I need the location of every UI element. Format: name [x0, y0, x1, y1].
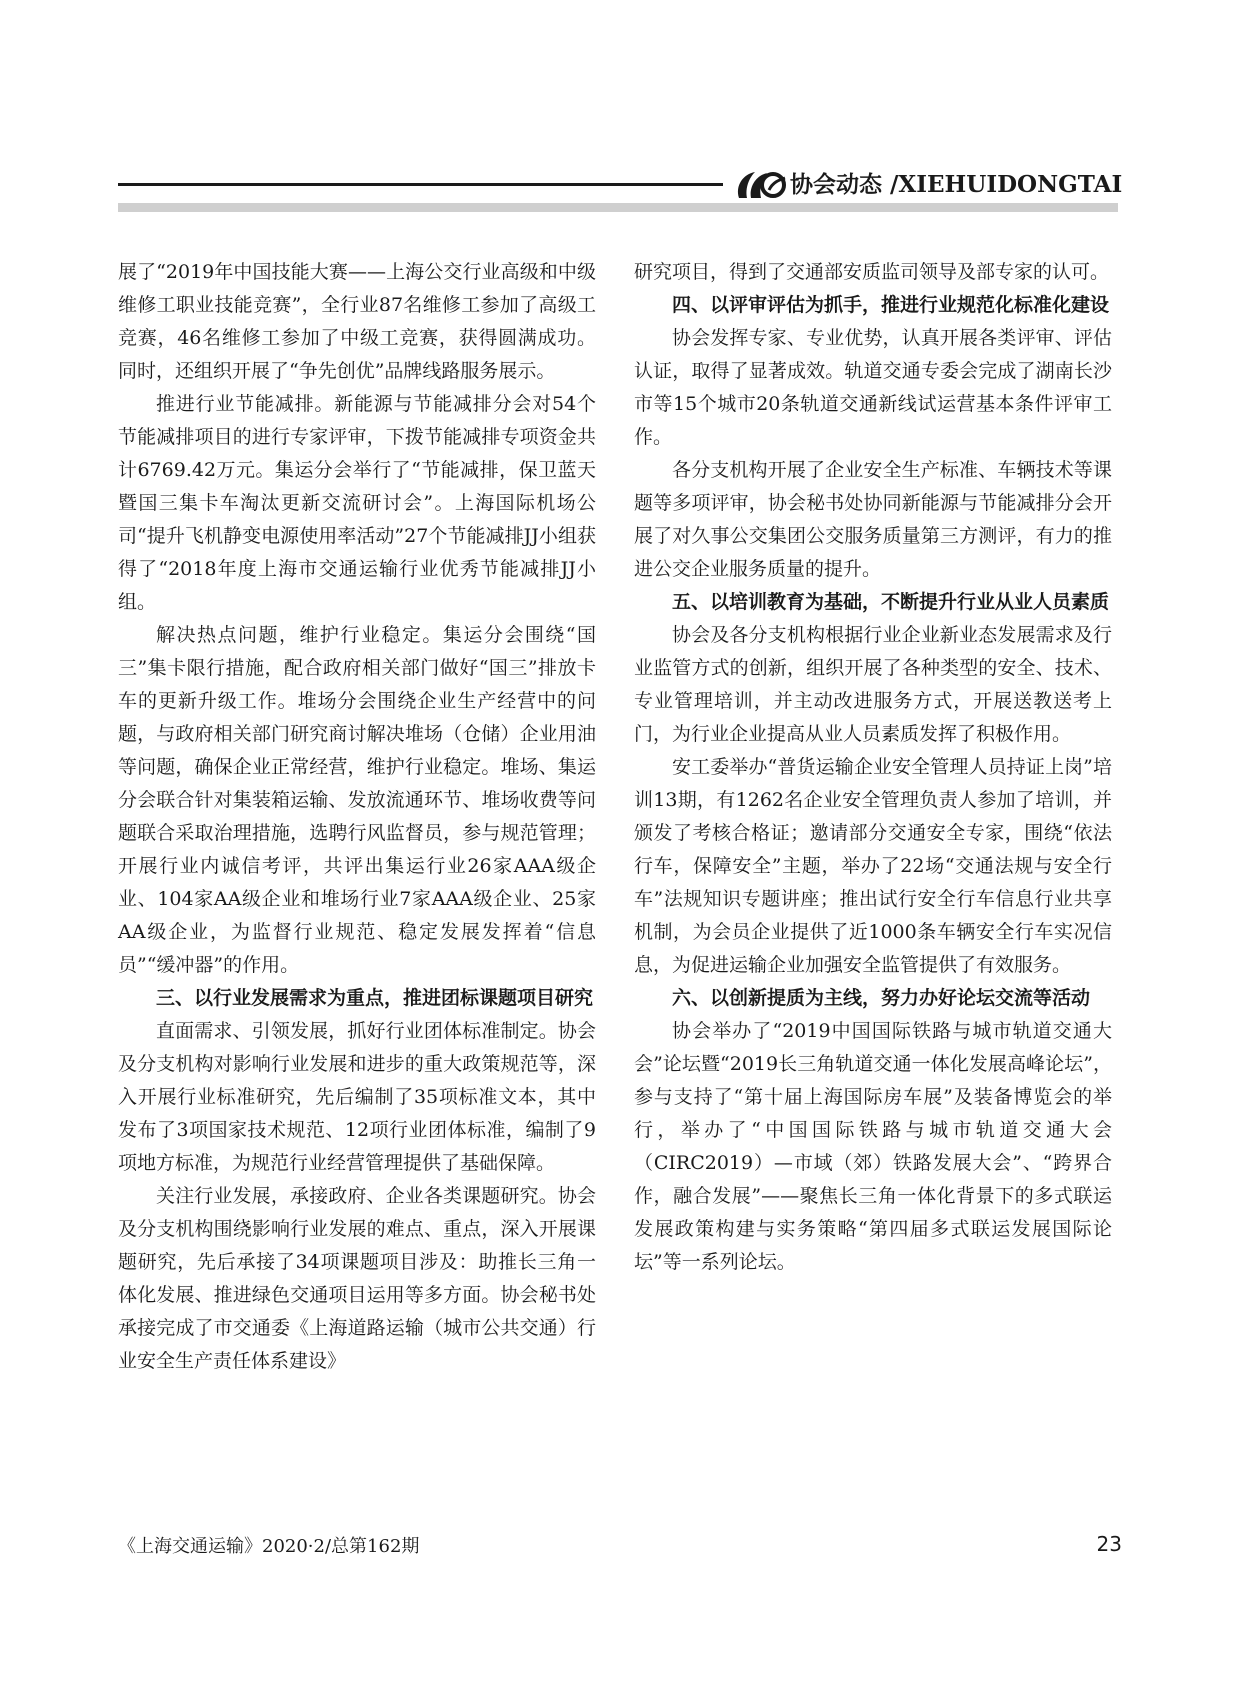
paragraph: 关注行业发展，承接政府、企业各类课题研究。协会及分支机构围绕影响行业发展的难点、重点，深入开展课题研究，先后承接了34项课题项目涉及：助推长三角一体化发展、推进绿色交通项目运用等多方面。协会秘书处承接完成了市交通委《上海道路运输（城市公共交通）行业安全生产责任体系建设》 [118, 1185, 596, 1372]
section-title: 协会动态 /XIEHUIDONGTAI [790, 171, 1123, 198]
paragraph: 解决热点问题，维护行业稳定。集运分会围绕“国三”集卡限行措施，配合政府相关部门做好“国三”排放卡车的更新升级工作。堆场分会围绕企业生产经营中的问题，与政府相关部门研究商讨解决堆场（仓储）企业用油等问题，确保企业正常经营，维护行业稳定。堆场、集运分会联合针对集装箱运输、发放流通环节、堆场收费等问题联合采取治理措施，选聘行风监督员，参与规范管理；开展行业内诚信考评，共评出集运行业26家AAA级企业、104家AA级企业和堆场行业7家AAA级企业、25家AA级企业，为监督行业规范、稳定发展发挥着“信息员”“缓冲器”的作用。 [118, 624, 596, 976]
paragraph: 协会发挥专家、专业优势，认真开展各类评审、评估认证，取得了显著成效。轨道交通专委会完成了湖南长沙市等15个城市20条轨道交通新线试运营基本条件评审工作。 [634, 327, 1112, 448]
paragraph: 直面需求、引领发展，抓好行业团体标准制定。协会及分支机构对影响行业发展和进步的重大政策规范等，深入开展行业标准研究，先后编制了35项标准文本，其中发布了3项国家技术规范、12项行业团体标准，编制了9项地方标准，为规范行业经营管理提供了基础保障。 [118, 1020, 596, 1174]
paragraph-continued: 研究项目，得到了交通部安质监司领导及部专家的认可。 [634, 261, 1110, 283]
paragraph: 各分支机构开展了企业安全生产标准、车辆技术等课题等多项评审，协会秘书处协同新能源与节能减排分会开展了对久事公交集团公交服务质量第三方测评，有力的推进公交企业服务质量的提升。 [634, 459, 1112, 580]
header-gray-bar [118, 203, 1118, 212]
section-heading: 四、以评审评估为抓手，推进行业规范化标准化建设 [672, 294, 1110, 316]
page-header [118, 160, 1123, 216]
page-number: 23 [1096, 1532, 1122, 1556]
paragraph: 协会举办了“2019中国国际铁路与城市轨道交通大会”论坛暨“2019长三角轨道交通一体化发展高峰论坛”，参与支持了“第十届上海国际房车展”及装备博览会的举行，举办了“中国国际铁路与城市轨道交通大会（CIRC2019）—市域（郊）铁路发展大会”、“跨界合作，融合发展”——聚焦长三角一体化背景下的多式联运发展政策构建与实务策略“第四届多式联运发展国际论坛”等一系列论坛。 [634, 1020, 1112, 1273]
header-rule [118, 183, 723, 186]
association-logo-icon [733, 168, 791, 202]
section-heading: 三、以行业发展需求为重点，推进团标课题项目研究 [156, 987, 594, 1009]
section-heading: 五、以培训教育为基础，不断提升行业从业人员素质 [672, 591, 1110, 613]
paragraph: 推进行业节能减排。新能源与节能减排分会对54个节能减排项目的进行专家评审，下拨节能减排专项资金共计6769.42万元。集运分会举行了“节能减排，保卫蓝天暨国三集卡车淘汰更新交流研讨会”。上海国际机场公司“提升飞机静变电源使用率活动”27个节能减排JJ小组获得了“2018年度上海市交通运输行业优秀节能减排JJ小组。 [118, 393, 596, 613]
section-heading: 六、以创新提质为主线，努力办好论坛交流等活动 [672, 987, 1091, 1009]
left-column [118, 256, 596, 1378]
paragraph-continued: 展了“2019年中国技能大赛——上海公交行业高级和中级维修工职业技能竞赛”，全行业87名维修工参加了高级工竞赛，46名维修工参加了中级工竞赛，获得圆满成功。同时，还组织开展了“争先创优”品牌线路服务展示。 [118, 261, 596, 382]
right-column [634, 256, 1112, 1279]
paragraph: 协会及各分支机构根据行业企业新业态发展需求及行业监管方式的创新，组织开展了各种类型的安全、技术、专业管理培训，并主动改进服务方式，开展送教送考上门，为行业企业提高从业人员素质发挥了积极作用。 [634, 624, 1112, 745]
journal-info: 《上海交通运输》2020·2/总第162期 [118, 1536, 420, 1557]
paragraph: 安工委举办“普货运输企业安全管理人员持证上岗”培训13期，有1262名企业安全管理负责人参加了培训，并颁发了考核合格证；邀请部分交通安全专家，围绕“依法行车，保障安全”主题，举办了22场“交通法规与安全行车”法规知识专题讲座；推出试行安全行车信息行业共享机制，为会员企业提供了近1000条车辆安全行车实况信息，为促进运输企业加强安全监管提供了有效服务。 [634, 756, 1112, 976]
